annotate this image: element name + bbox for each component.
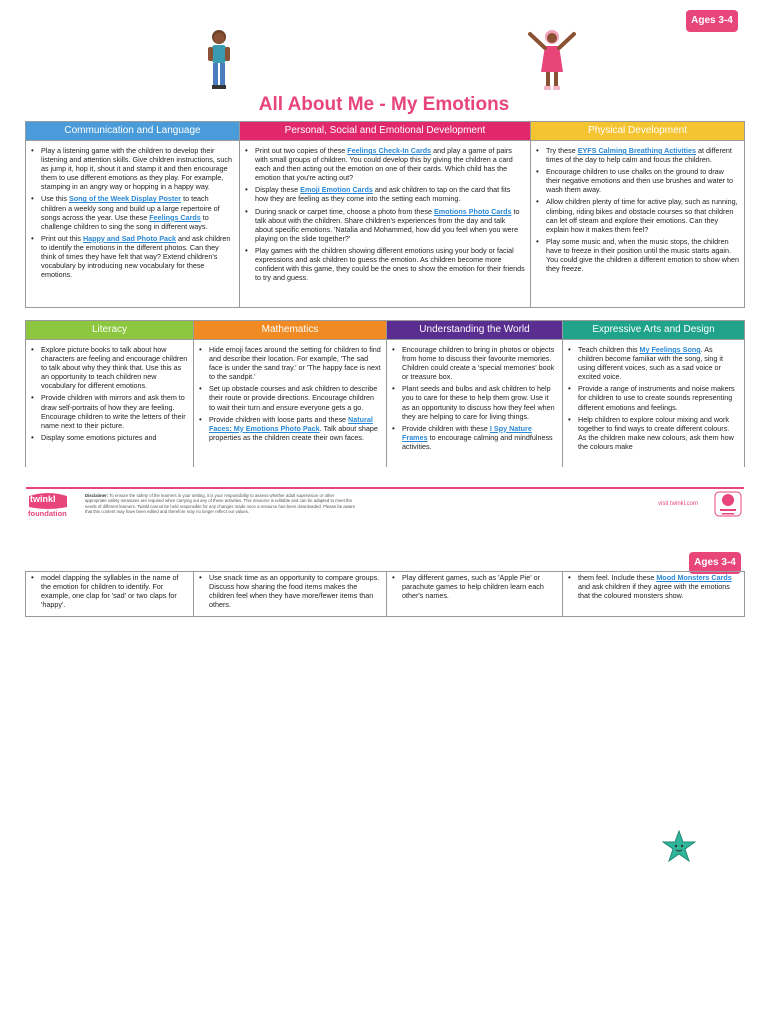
cell-expressive-arts-continued [563, 572, 745, 617]
cell-communication [26, 141, 240, 308]
disclaimer: Disclaimer: To ensure the safety of the learners in your setting, it is your responsibility to assess whether adult supervision or other appropriate safety measures are required when carrying out any of these activities. This resource is editable and can be adapted to meet the needs of different learners. Twinkl cannot be held responsible for any changes made once a resource has been downloaded. Please be aware that this content may have been edited and therefore may no longer reflect our values. [85, 493, 356, 515]
list-item: • Play some music and, when the music stops, the children have to freeze in their position until the music starts again. You could give the children a different emotion to show when they freeze. [546, 237, 739, 273]
header-literacy: Literacy [26, 321, 194, 340]
list-item: • Display some emotions pictures and [41, 433, 188, 442]
cell-literacy-continued [26, 572, 194, 617]
age-badge-page2: Ages 3-4 [689, 552, 741, 574]
twinkl-foundation-logo[interactable]: twinkl foundation [28, 494, 67, 518]
feelings-check-in-cards-link[interactable]: Feelings Check-In Cards [347, 146, 432, 155]
my-feelings-song-link[interactable]: My Feelings Song [639, 345, 701, 354]
age-badge: Ages 3-4 [686, 10, 738, 32]
list-item: • Allow children plenty of time for active play, such as running, climbing, riding bikes and obstacle courses so that children can let off steam and explore their emotions. Can they explain how it makes them feel? [546, 197, 739, 233]
mood-monsters-cards-link[interactable]: Mood Monsters Cards [656, 573, 732, 582]
list-item: • Hide emoji faces around the setting for children to find and describe their location. For example, 'The sad face is under the sand tray.' or 'The happy face is next to the sandpit.' [209, 345, 381, 381]
list-item: • Set up obstacle courses and ask children to describe their route or provide directions. Encourage children to wait their turn and ensure everyone gets a go. [209, 384, 381, 411]
header-personal-social: Personal, Social and Emotional Development [240, 122, 531, 141]
page-title: All About Me - My Emotions [258, 94, 510, 115]
cell-physical [531, 141, 745, 308]
visit-twinkl-link[interactable]: visit twinkl.com [658, 501, 699, 507]
bottom-activities-table [25, 320, 745, 467]
emotions-photo-cards-link[interactable]: Emotions Photo Cards [433, 206, 512, 216]
header-communication: Communication and Language [26, 122, 240, 141]
list-item: • Explore picture books to talk about how characters are feeling and encourage children to talk about why they think that. Use this as an opportunity to teach children new vocabulary for different emotions. [41, 345, 188, 390]
cell-mathematics-continued [194, 572, 387, 617]
cell-personal-social [240, 141, 531, 308]
list-item: • Teach children this My Feelings Song. As children become familiar with the song, sing it using different voices, such as a sad voice or excited voice. [578, 345, 739, 381]
list-item: • Play a listening game with the children to develop their listening and attention skills. Give children instructions, such as jump it, hop it, shout it and stamp it and then encourage them to use different emotions as they play. For example, stamping in an angry way or hopping in a happy way. [41, 146, 234, 191]
list-item: • Play different games, such as 'Apple Pie' or parachute games to help children learn each other's names. [402, 573, 557, 600]
list-item: • During snack or carpet time, choose a photo from these Emotions Photo Cards to talk about with the children. Share children's experiences from the day and talk about specific emotions. 'Natalia and Mohammed, how did you feel when you were playing on the slide together?' [255, 207, 525, 243]
list-item: • Display these Emoji Emotion Cards and ask children to tap on the card that fits how they are feeling as they come into the setting each morning. [255, 185, 525, 203]
continuation-table [25, 571, 745, 617]
child-illustration-boy [206, 28, 232, 92]
list-item: • Encourage children to use chalks on the ground to draw their negative emotions and then use brushes and water to wash them away. [546, 167, 739, 194]
list-item: • Print out this Happy and Sad Photo Pack and ask children to identify the emotions in the different photos. Can they think of times they have felt that way? Extend children's vocabulary by introducing new vocabulary for these emotions. [41, 234, 234, 279]
footer-divider [26, 487, 744, 489]
emoji-emotion-cards-link[interactable]: Emoji Emotion Cards [300, 185, 373, 195]
header-expressive-arts: Expressive Arts and Design [563, 321, 745, 340]
list-item: • Provide children with mirrors and ask them to draw self-portraits of how they are feeling. Encourage children to write the letters of their name next to their picture. [41, 393, 188, 429]
list-item: • Try these EYFS Calming Breathing Activities at different times of the day to help calm and focus the children. [546, 146, 739, 164]
list-item: • Play games with the children showing different emotions using your body or facial expressions and ask children to guess the emotion. As children become more confident with this game, they could be the ones to show the emotion for their friends to try and guess. [255, 246, 525, 282]
cell-literacy [26, 340, 194, 467]
list-item: • Use this Song of the Week Display Poster to teach children a weekly song and build up a large repertoire of songs across the year. Use these Feelings Cards to challenge children to sing the song in different ways. [41, 194, 234, 230]
header-understanding-world: Understanding the World [387, 321, 563, 340]
cell-understanding-world [387, 340, 563, 467]
list-item: • Provide children with these I Spy Nature Frames to encourage calming and mindfulness activities. [402, 424, 557, 451]
list-item: • Provide children with loose parts and these Natural Faces: My Emotions Photo Pack. Talk about shape properties as the children create their own faces. [209, 415, 381, 442]
list-item: • them feel. Include these Mood Monsters Cards and ask children if they agree with the emotions that the coloured monsters show. [578, 573, 739, 600]
cell-expressive-arts [563, 340, 745, 467]
list-item: • Encourage children to bring in photos or objects from home to discuss their favourite memories. Children could create a 'special memories' book or treasure box. [402, 345, 557, 381]
child-illustration-girl [527, 28, 577, 92]
feelings-cards-link[interactable]: Feelings Cards [149, 212, 201, 222]
list-item: • model clapping the syllables in the name of the emotion for children to identify. For example, one clap for 'sad' or two claps for 'happy'. [41, 573, 188, 609]
calming-breathing-link[interactable]: EYFS Calming Breathing Activities [577, 146, 697, 155]
top-activities-table [25, 121, 745, 308]
list-item: • Plant seeds and bulbs and ask children to help you to care for these to help them grow. Use it as an opportunity to discuss how they feel when they are helping to care for living things. [402, 384, 557, 420]
cell-understanding-world-continued [387, 572, 563, 617]
list-item: • Provide a range of instruments and noise makers for children to use to create sounds representing different emotions and feelings. [578, 384, 739, 411]
i-spy-nature-frames-link[interactable]: I Spy Nature Frames [402, 423, 532, 442]
star-icon [662, 830, 696, 864]
list-item: • Help children to explore colour mixing and work together to find ways to create different colours. As the children make new colours, ask them how the colours make [578, 415, 739, 451]
header-mathematics: Mathematics [194, 321, 387, 340]
list-item: • Use snack time as an opportunity to compare groups. Discuss how sharing the food items makes the children feel when they have more/fewer items than others. [209, 573, 381, 609]
header-physical: Physical Development [531, 122, 745, 141]
happy-sad-photo-pack-link[interactable]: Happy and Sad Photo Pack [82, 233, 177, 243]
cell-mathematics [194, 340, 387, 467]
natural-faces-photo-pack-link[interactable]: Natural Faces: My Emotions Photo Pack [209, 414, 373, 433]
song-of-the-week-link[interactable]: Song of the Week Display Poster [68, 194, 182, 204]
twinkl-quality-badge [714, 490, 742, 518]
list-item: • Print out two copies of these Feelings Check-In Cards and play a game of pairs with small groups of children. You could develop this by giving the children a card each and then acting out the emotion on one of their cards. Which child has the emotion that you're acting out? [255, 146, 525, 182]
